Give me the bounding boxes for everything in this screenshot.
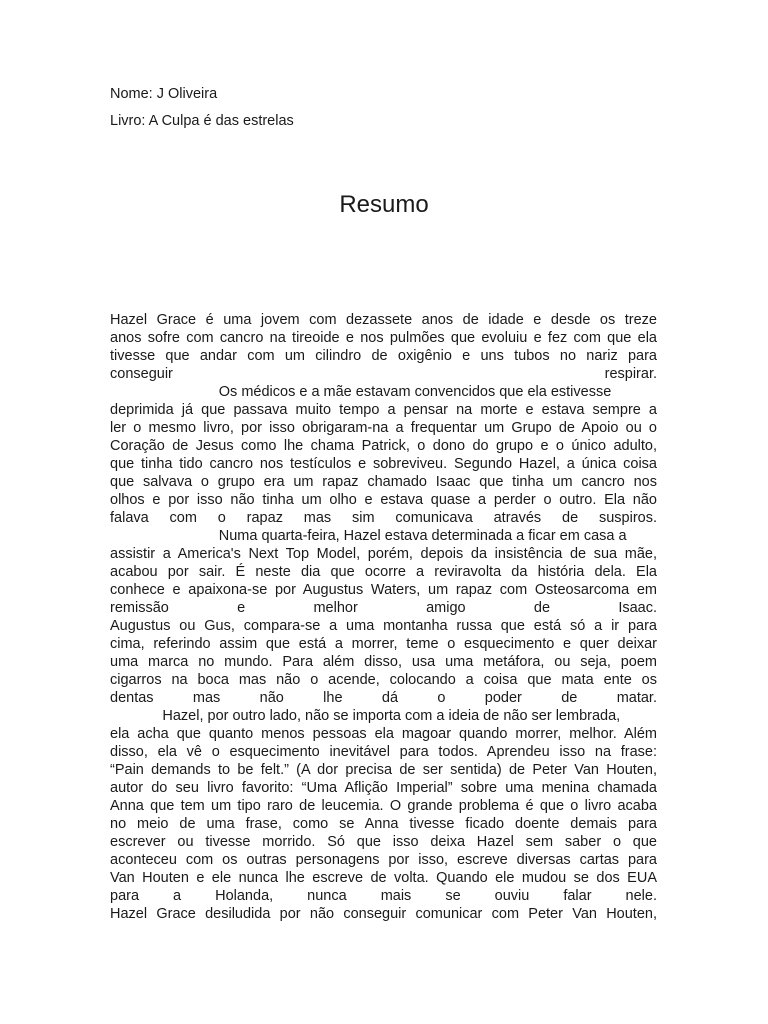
summary-line: Hazel Grace é uma jovem com dezassete anos de idade e desde os treze: [110, 312, 657, 328]
summary-line: falava com o rapaz mas sim comunicava através de suspiros.: [110, 510, 657, 526]
summary-line: escrever ou tivesse morrido. Só que isso deixa Hazel sem saber o que: [110, 834, 657, 850]
summary-line: dentas mas não lhe dá o poder de matar.: [110, 690, 657, 706]
summary-body: [110, 311, 657, 923]
summary-line: acabou por sair. É neste dia que ocorre a reviravolta da história dela. Ela: [110, 564, 657, 580]
summary-line: para a Holanda, nunca mais se ouviu falar nele.: [110, 888, 657, 904]
summary-line: Augustus ou Gus, compara-se a uma montanha russa que está só a ir para: [110, 618, 657, 634]
summary-line: Os médicos e a mãe estavam convencidos que ela estivesse: [110, 384, 612, 400]
summary-line: assistir a America's Next Top Model, porém, depois da insistência de sua mãe,: [110, 546, 657, 562]
summary-line: que tinha tido cancro nos testículos e sobreviveu. Segundo Hazel, a única coisa: [110, 456, 657, 472]
summary-line: tivesse que andar com um cilindro de oxigênio e uns tubos no nariz para: [110, 348, 657, 364]
summary-line: aconteceu com os outras personagens por isso, escreve diversas cartas para: [110, 852, 657, 868]
summary-line: Numa quarta-feira, Hazel estava determinada a ficar em casa a: [110, 528, 627, 544]
summary-line: remissão e melhor amigo de Isaac.: [110, 600, 657, 616]
summary-line: anos sofre com cancro na tireoide e nos pulmões que evoluiu e fez com que ela: [110, 330, 657, 346]
summary-line: ela acha que quanto menos pessoas ela magoar quando morrer, melhor. Além: [110, 726, 657, 742]
document-title: Resumo: [339, 191, 429, 218]
summary-line: cima, referindo assim que está a morrer, teme o esquecimento e quer deixar: [110, 636, 657, 652]
summary-line: autor do seu livro favorito: “Uma Aflição Imperial” sobre uma menina chamada: [110, 780, 657, 796]
summary-line: que salvava o grupo era um rapaz chamado Isaac que tinha um cancro nos: [110, 474, 657, 490]
summary-line: deprimida já que passava muito tempo a pensar na morte e estava sempre a: [110, 402, 657, 418]
summary-line: Anna que tem um tipo raro de leucemia. O grande problema é que o livro acaba: [110, 798, 657, 814]
summary-line: conhece e apaixona-se por Augustus Waters, um rapaz com Osteosarcoma em: [110, 582, 657, 598]
summary-line: uma marca no mundo. Para além disso, usa uma metáfora, ou seja, poem: [110, 654, 657, 670]
summary-line: Coração de Jesus como lhe chama Patrick, o dono do grupo e o único adulto,: [110, 438, 657, 454]
summary-line: ler o mesmo livro, por isso obrigaram-na a frequentar um Grupo de Apoio ou o: [110, 420, 657, 436]
author-name-line: Nome: J Oliveira: [110, 86, 218, 102]
summary-line: conseguir respirar.: [110, 366, 657, 382]
summary-line: no meio de uma frase, como se Anna tivesse ficado doente demais para: [110, 816, 657, 832]
summary-line: disso, ela vê o esquecimento inevitável para todos. Aprendeu isso na frase:: [110, 744, 657, 760]
summary-line: Hazel, por outro lado, não se importa com a ideia de não ser lembrada,: [110, 708, 621, 724]
book-title-line: Livro: A Culpa é das estrelas: [110, 113, 294, 129]
summary-line: cigarros na boca mas não o acende, colocando a coisa que mata ente os: [110, 672, 657, 688]
summary-line: olhos e por isso não tinha um olho e estava quase a perder o outro. Ela não: [110, 492, 657, 508]
summary-line: Hazel Grace desiludida por não conseguir comunicar com Peter Van Houten,: [110, 906, 657, 922]
summary-line: Van Houten e ele nunca lhe escreve de volta. Quando ele mudou se dos EUA: [110, 870, 657, 886]
summary-line: “Pain demands to be felt.” (A dor precisa de ser sentida) de Peter Van Houten,: [110, 762, 657, 778]
